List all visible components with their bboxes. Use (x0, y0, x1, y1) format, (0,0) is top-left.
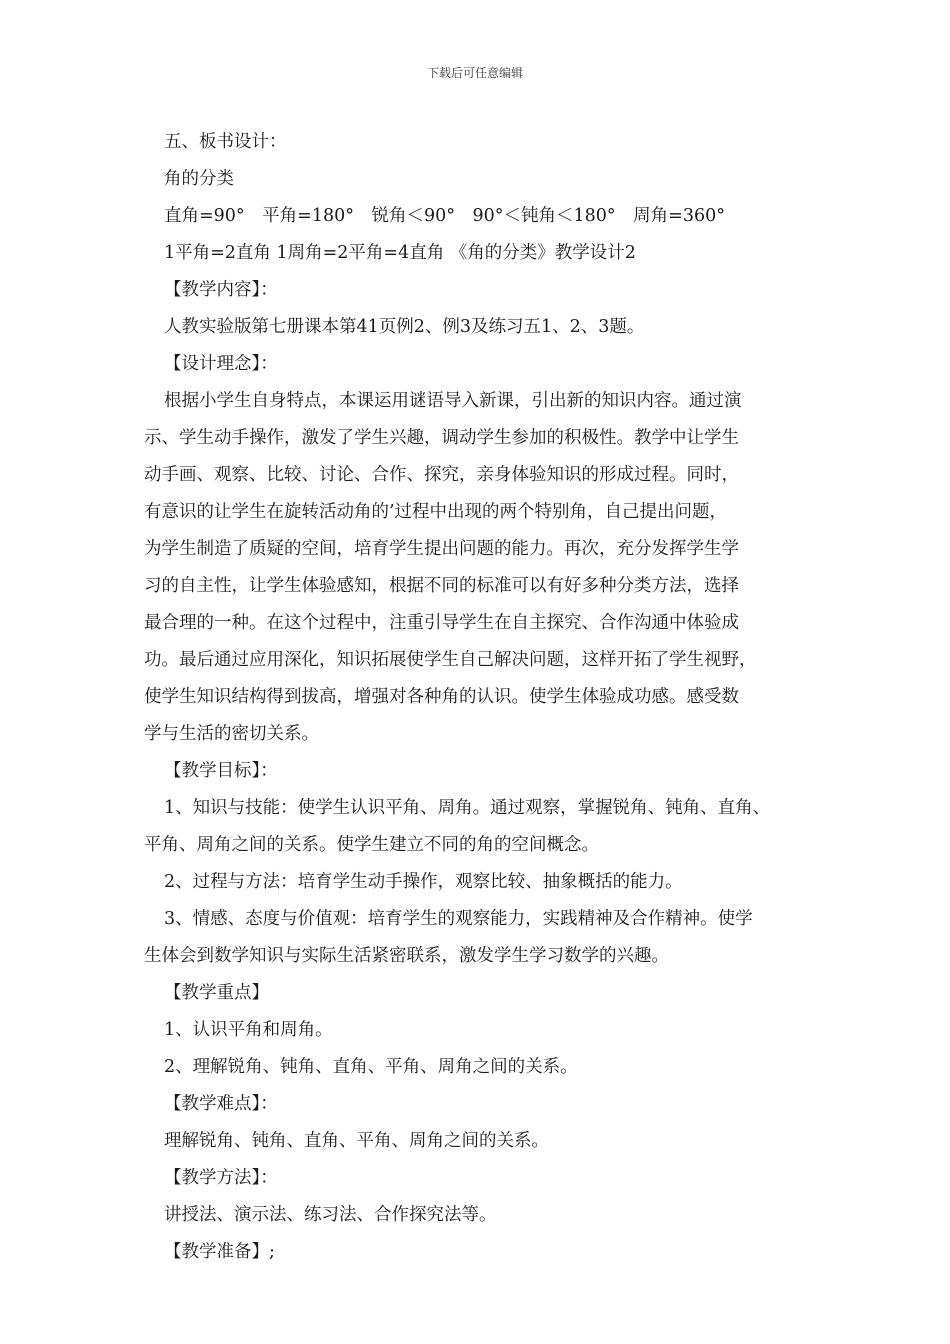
key-point-line: 2、理解锐角、钝角、直角、平角、周角之间的关系。 (164, 1057, 578, 1077)
section-heading-design-concept: 【设计理念】： (164, 354, 278, 374)
method-line: 讲授法、演示法、练习法、合作探究法等。 (164, 1205, 497, 1225)
section-heading-preparation: 【教学准备】; (164, 1242, 275, 1262)
section-heading-goals: 【教学目标】： (164, 761, 278, 781)
paragraph-line: 使学生知识结构得到拔高，增强对各种角的认识。使学生体验成功感。感受数 (144, 687, 739, 707)
design-concept-paragraph (144, 383, 820, 753)
section-heading-methods: 【教学方法】： (164, 1168, 278, 1188)
difficulty-line: 理解锐角、钝角、直角、平角、周角之间的关系。 (164, 1131, 549, 1151)
goal-line: 3、情感、态度与价值观：培育学生的观察能力，实践精神及合作精神。使学 (164, 909, 753, 929)
paragraph-line: 功。最后通过应用深化，知识拓展使学生自己解决问题，这样开拓了学生视野， (144, 650, 757, 670)
section-heading-difficulties: 【教学难点】： (164, 1094, 278, 1114)
paragraph-line: 根据小学生自身特点，本课运用谜语导入新课，引出新的知识内容。通过演 (164, 391, 742, 411)
key-point-line: 1、认识平角和周角。 (164, 1020, 333, 1040)
paragraph-line: 为学生制造了质疑的空间，培育学生提出问题的能力。再次，充分发挥学生学 (144, 539, 739, 559)
goal-line: 2、过程与方法：培育学生动手操作，观察比较、抽象概括的能力。 (164, 872, 683, 892)
paragraph-line: 动手画、观察、比较、讨论、合作、探究，亲身体验知识的形成过程。同时， (144, 465, 739, 485)
paragraph-line: 习的自主性，让学生体验感知，根据不同的标准可以有好多种分类方法，选择 (144, 576, 739, 596)
text-line: 角的分类 (164, 169, 234, 189)
paragraph-line: 最合理的一种。在这个过程中，注重引导学生在自主探究、合作沟通中体验成 (144, 613, 739, 633)
section-heading-content: 【教学内容】： (164, 280, 278, 300)
text-line: 1平角=2直角 1周角=2平角=4直角 《角的分类》教学设计2 (164, 243, 636, 263)
goal-line: 平角、周角之间的关系。使学生建立不同的角的空间概念。 (144, 835, 599, 855)
text-line: 人教实验版第七册课本第41页例2、例3及练习五1、2、3题。 (164, 317, 645, 337)
document-body (144, 124, 820, 1271)
goal-line: 1、知识与技能：使学生认识平角、周角。通过观察，掌握锐角、钝角、直角、 (164, 798, 771, 818)
page-header: 下载后可任意编辑 (426, 66, 523, 80)
paragraph-line: 学与生活的密切关系。 (144, 724, 319, 744)
paragraph-line: 有意识的让学生在旋转活动角的’过程中出现的两个特别角，自己提出问题， (144, 502, 728, 522)
text-line: 直角=90° 平角=180° 锐角＜90° 90°＜钝角＜180° 周角=360° (164, 206, 725, 226)
paragraph-line: 示、学生动手操作，激发了学生兴趣，调动学生参加的积极性。教学中让学生 (144, 428, 739, 448)
section-heading-key-points: 【教学重点】 (164, 983, 269, 1003)
section-heading-board-design: 五、板书设计： (164, 132, 287, 152)
goal-line: 生体会到数学知识与实际生活紧密联系，激发学生学习数学的兴趣。 (144, 946, 669, 966)
